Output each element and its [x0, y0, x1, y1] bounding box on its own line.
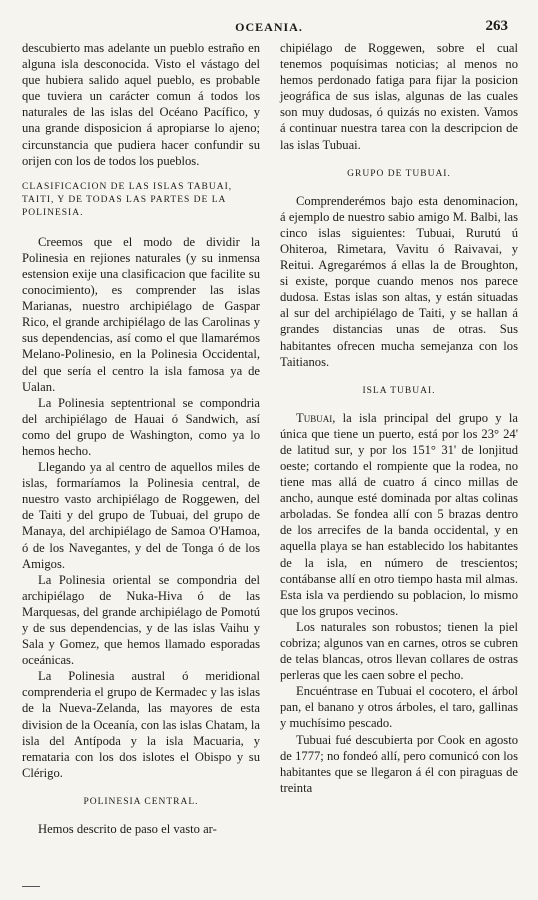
- footer-rule: [22, 886, 40, 887]
- paragraph: La Polinesia septentrional se compondria del archipiélago de Hauai ó Sandwich, así como del grupo de Washington, como ya lo hemos hecho.: [22, 395, 260, 458]
- right-column: [280, 40, 518, 796]
- section-heading: POLINESIA CENTRAL.: [83, 796, 199, 807]
- page-header: [0, 18, 538, 38]
- paragraph: Comprenderémos bajo esta denominacion, á ejemplo de nuestro sabio amigo M. Balbi, las cinco islas siguientes: Tubuai, Rurutú ú Ohiteroa, Rimetara, Vavitu ó Raivavai, y Reitui. Agregarémos á ellas la de Broughton, si existe, porque cuando menos nos parece dudosa. Estas islas son altas, y están situadas al sur del archipiélago de Taiti, y se hallan á grandes distancias unas de otras. Sus habitantes ofrecen mucha semejanza con los Taitianos.: [280, 193, 518, 369]
- paragraph-text: , la isla principal del grupo y la única que tiene un puerto, está por los 23° 24' de latitud sur, y por los 151° 31' de lonjitud oeste; cortando el rompiente que la rodea, no tiene mas allá de cuatro á cinco millas de ancho, aunque esté dominada por altas colinas arboladas. Se fondea allí con 5 brazas dentro de los arrecifes de la banda occidental, y en aquella playa se han establecido los habitantes de la isla, en número de trescientos; contábanse allí en otro tiempo hasta mil almas. Esta isla va perdiendo su poblacion, lo mismo que los grupos vecinos.: [280, 410, 518, 618]
- section-heading: ISLA TUBUAI.: [362, 385, 436, 396]
- paragraph: [280, 410, 518, 619]
- paragraph: Tubuai fué descubierta por Cook en agosto de 1777; no fondeó allí, pero comunicó con los habitantes que se llegaron á él con piraguas de treinta: [280, 732, 518, 795]
- paragraph: Llegando ya al centro de aquellos miles de islas, formaríamos la Polinesia central, de nuestro vasto archipiélago de Roggewen, del de Taiti y del grupo de Tubuai, del grupo de Manaya, del archipiélago de Samoa O'Hamoa, ó de los Navegantes, y del de Tonga ó de los Amigos.: [22, 460, 260, 571]
- running-head: OCEANIA.: [235, 20, 303, 34]
- paragraph: descubierto mas adelante un pueblo estraño en alguna isla desconocida. Visto el vástago del que hubiera salido aquel pueblo, es probable que tuviera un carácter comun á todos los naturales de las islas del Océano Pacífico, y una grande disposicion á apropiarse lo ajeno; circunstancia que pudiera hacer confundir su orijen con los de todos los pueblos.: [22, 41, 260, 168]
- lead-word: Tubuai: [296, 410, 333, 425]
- paragraph: Los naturales son robustos; tienen la piel cobriza; algunos van en carnes, otros se cubren de telas blancas, otros llevan collares de ostras perleras que les caen sobre el pecho.: [280, 619, 518, 683]
- paragraph: La Polinesia austral ó meridional comprenderia el grupo de Kermadec y las islas de la Nueva-Zelanda, las mayores de esta division de la Oceanía, con las islas Chatam, la isla del Antípoda y la isla Macuaria, y remataria con los dos islotes el Obispo y su Clérigo.: [22, 669, 260, 780]
- paragraph: Encuéntrase en Tubuai el cocotero, el árbol pan, el banano y otros árboles, el taro, gallinas y muchísimo pescado.: [280, 684, 518, 731]
- section-heading: GRUPO DE TUBUAI.: [347, 168, 451, 179]
- paragraph: Hemos descrito de paso el vasto ar-: [38, 821, 217, 836]
- page-number: 263: [485, 18, 508, 34]
- left-column: [22, 40, 260, 837]
- paragraph: chipiélago de Roggewen, sobre el cual tenemos poquísimas noticias; al menos no hemos perdonado fatiga para fijar la posicion jeográfica de sus islas, algunas de las cuales son muy dudosas, ó quizás no existen. Vamos á continuar nuestra tarea con la descripcion de las islas Tubuai.: [280, 41, 518, 152]
- paragraph: Creemos que el modo de dividir la Polinesia en rejiones naturales (y su inmensa estension exije una clasificacion que facilite su conocimiento), es comprender las islas Marianas, nuestro archipiélago de Gaspar Rico, el grande archipiélago de las Carolinas y sus dependencias, así como el que llamarémos Melano-Polinesio, en la Polinesia Occidental, del que sería el centro la isla famosa ya de Ualan.: [22, 234, 260, 394]
- section-heading: CLASIFICACION DE LAS ISLAS TABUAI, TAITI, Y DE TODAS LAS PARTES DE LA POLINESIA.: [22, 181, 233, 218]
- paragraph: La Polinesia oriental se compondria del archipiélago de Nuka-Hiva ó de las Marquesas, del grande archipiélago de Pomotú y de sus dependencias, y de las islas Vaihu y Sala y Gomez, que hemos llamado esporadas oceánicas.: [22, 572, 260, 668]
